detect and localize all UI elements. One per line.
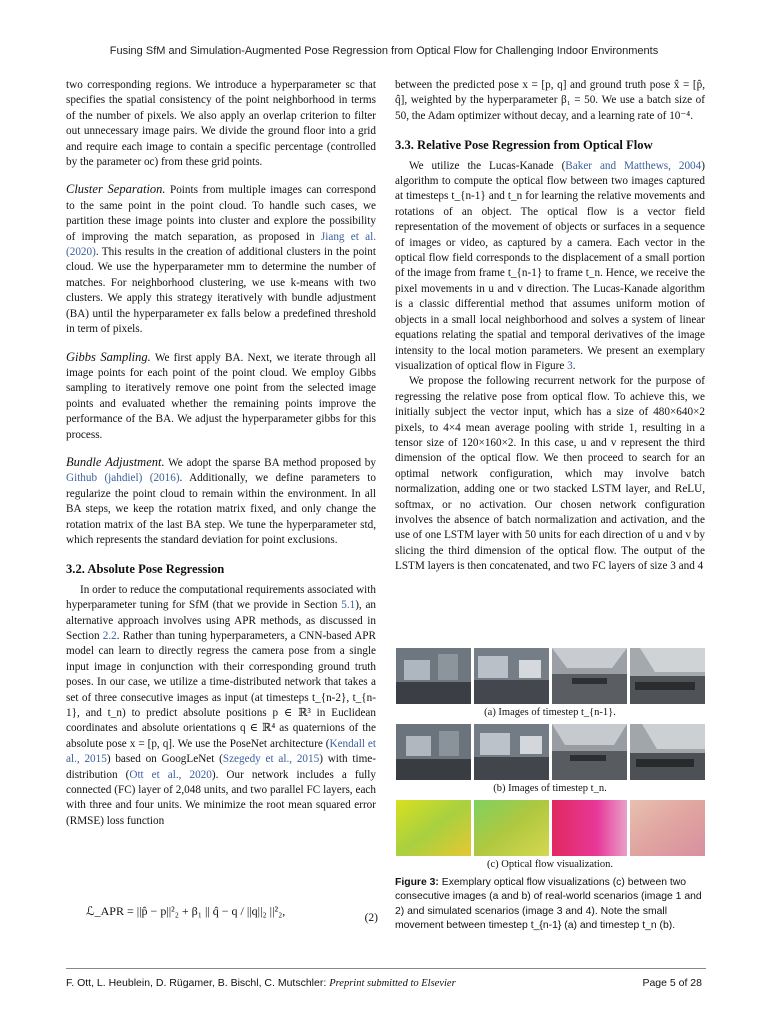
real-image-photo [396,648,471,704]
subcaption-a: (a) Images of timestep t_{n-1}. [484,707,616,718]
figure-link[interactable]: 3 [567,359,573,372]
image-row-b [395,724,705,780]
image-row-c [395,800,705,856]
runin-heading: Cluster Separation. [66,182,166,197]
text: ), an alternative approach involves using APR methods, as discussed in Section [66,599,377,642]
paragraph: two corresponding regions. We introduce a hyperparameter sc that specifies the spatial consistency of the point neighborhood in terms of the number of pixels. We also apply an overlap criterion to filter out unnecessary image pairs. We divide the ground floor into a grid and require each image to contain a specific percentage (controlled by the parameter oc) from these grid points. [66,79,376,169]
footer-divider [66,968,706,969]
text: We utilize the Lucas-Kanade ( [409,159,566,172]
real-image-photo [474,724,549,780]
real-image-photo [474,648,549,704]
citation-link[interactable]: Baker and Matthews, 2004 [565,159,702,172]
text: ) with time-distribution ( [66,753,376,781]
simulated-image-photo [552,724,627,780]
figure-caption [395,876,705,934]
footer-authors [66,977,456,989]
figure-3 [395,648,705,934]
equation-number: (2) [364,912,378,924]
text: . Additionally, we define parameters to regularize the point cloud to remain within the environment. In all BA steps, we keep the rotation matrix fixed, and only change the rotation matrix of the last BA step. We tune the hyperparameter std, which represents the standard deviation for point exclusions. [66,472,376,546]
optical-flow-visualization [552,800,627,856]
paragraph-gibbs-sampling [66,350,376,443]
paragraph-network: We propose the following recurrent network for the purpose of regressing the relative pose from optical flow. To achieve this, we initially subject the vector input, which has a size of 480×640×2 pixels, to 4×4 mean average pooling with stride 1, resulting in a tensor size of 120×160×2. In this case, u and v represent the third dimension of the optical flow. We then proceed to search for an optimal network configuration, which may involve batch normalization, adding one or two stacked LSTM layer, and ReLU, softmax, or no activation. Our chosen network configuration involves the absence of batch normalization and activation, and the use of one LSTM layer with 50 units for each direction of u and v by slicing the third dimension of the optical flow. The output of the LSTM layers is then concatenated, and two FC layers of size 3 and 4 [395,375,705,573]
subcaption-c: (c) Optical flow visualization. [487,859,613,870]
runin-heading: Bundle Adjustment. [66,454,165,469]
citation-link[interactable]: Ott et al., 2020 [129,768,212,781]
section-link[interactable]: 2.2 [102,630,117,642]
simulated-image-photo [552,648,627,704]
paragraph-cluster-separation [66,182,376,337]
optical-flow-visualization [474,800,549,856]
citation-link[interactable]: Jiang et al. (2020) [66,230,377,259]
text: ) algorithm to compute the optical flow between two images captured at timesteps t_{n-1} and t_n for learning the relative movements and rotations of an object. The optical flow is a vector field representation of the movement of objects or surfaces in a sequence of images or video, as captured by a camera. Each vector in the optical flow field corresponds to the displacement of a small portion of the image from frame t_{n-1} to frame t_n. Hence, we receive the pixel movements in u and v direction. The Lucas-Kanade algorithm is a classic differential method that assumes uniform motion of objects in a small local neighborhood and solves a system of linear equations relating the spatial and temporal derivatives of the image intensity to the local motion parameters. We present an exemplary visualization of optical flow in Figure [395,159,705,372]
simulated-image-photo [630,648,705,704]
venue: Preprint submitted to Elsevier [329,978,456,989]
paragraph-optical-flow [395,159,705,375]
text: Points from multiple images can correspond to the same point in the point cloud. To handle such cases, we partition these image points into cluster and explore the possibility of improving the match separation, as proposed in [66,184,376,243]
caption-label: Figure 3: [395,877,439,888]
running-head: Fusing SfM and Simulation-Augmented Pose Regression from Optical Flow for Challenging Indoor Environments [109,45,659,57]
citation-link[interactable]: Szegedy et al., 2015 [222,753,320,766]
section-heading: 3.3. Relative Pose Regression from Optical Flow [395,138,653,153]
right-column [395,78,705,575]
text: We adopt the sparse BA method proposed by [168,456,376,469]
text: ) based on GoogLeNet ( [106,753,223,766]
paragraph: between the predicted pose x = [p, q] and ground truth pose x̂ = [p̂, q̂], weighted by the hyperparameter β₁ = 50. We use a batch size of 50, the Adam optimizer without decay, and a learning rate of 10⁻⁴. [395,79,705,122]
runin-heading: Gibbs Sampling. [66,349,151,364]
text: . This results in the creation of additional clusters in the point cloud. We use the hyperparameter mm to determine the number of matches. For neighborhood clustering, we use k-means with two clusters. We apply this strategy iteratively with bundle adjustment (BA) until the hyperparameter ex falls below a predefined threshold in term of pixels. [66,246,376,336]
text: In order to reduce the computational requirements associated with hyperparameter tuning for SfM (that we provide in Section [66,583,376,612]
subcaption-b: (b) Images of timestep t_n. [493,783,607,794]
section-heading: 3.2. Absolute Pose Regression [66,562,225,577]
authors: F. Ott, L. Heublein, D. Rügamer, B. Bischl, C. Mutschler: [66,977,327,989]
citation-link[interactable]: Kendall et al., 2015 [66,737,376,766]
section-link[interactable]: 5.1 [341,599,356,612]
citation-link[interactable]: Github (jahdiel) (2016) [66,472,180,485]
equation: ℒ_APR = ||p̂ − p||²₂ + β₁ || q̂ − q / ||q||₂ ||²₂, [86,904,286,918]
page-number: Page 5 of 28 [642,977,702,989]
left-column [66,78,376,829]
text: . Rather than tuning hyperparameters, a CNN-based APR model can learn to directly regress the camera pose from a single input image in conjunction with their corresponding ground truth poses. In our case, we utilize a time-distributed network that takes a set of three consecutive images as input (at timesteps t_{n-2}, t_{n-1}, and t_n) to predict absolute positions p ∈ ℝ³ in Euclidean coordinates and absolute orientations q ∈ ℝ⁴ as quaternions of the absolute pose x = [p, q]. We use the PoseNet architecture ( [66,630,376,750]
text: ). Our network includes a fully connected (FC) layer of 2,048 units, and two parallel FC layers, each with three and four units. We minimize the root mean squared error (RMSE) loss function [66,768,376,827]
text: We first apply BA. Next, we iterate through all image points for each point of the point cloud. We employ Gibbs sampling to iteratively remove one point from the selected image points and evaluated whether the remaining points improve the performance of the BA. We adjust the hyperparameter gibbs for this process. [66,351,376,441]
optical-flow-visualization [396,800,471,856]
text: . [572,359,576,372]
paragraph-bundle-adjustment [66,455,376,548]
simulated-image-photo [630,724,705,780]
caption-text: Exemplary optical flow visualizations (c) between two consecutive images (a and b) of real-world scenarios (image 1 and 2) and simulated scenarios (image 3 and 4). Note the small movement between timestep t_{n-1} (a) and timestep t_n (b). [395,877,702,932]
equation-apr-loss [86,904,378,924]
optical-flow-visualization [630,800,705,856]
paragraph-apr [66,583,376,830]
image-row-a [395,648,705,704]
real-image-photo [396,724,471,780]
